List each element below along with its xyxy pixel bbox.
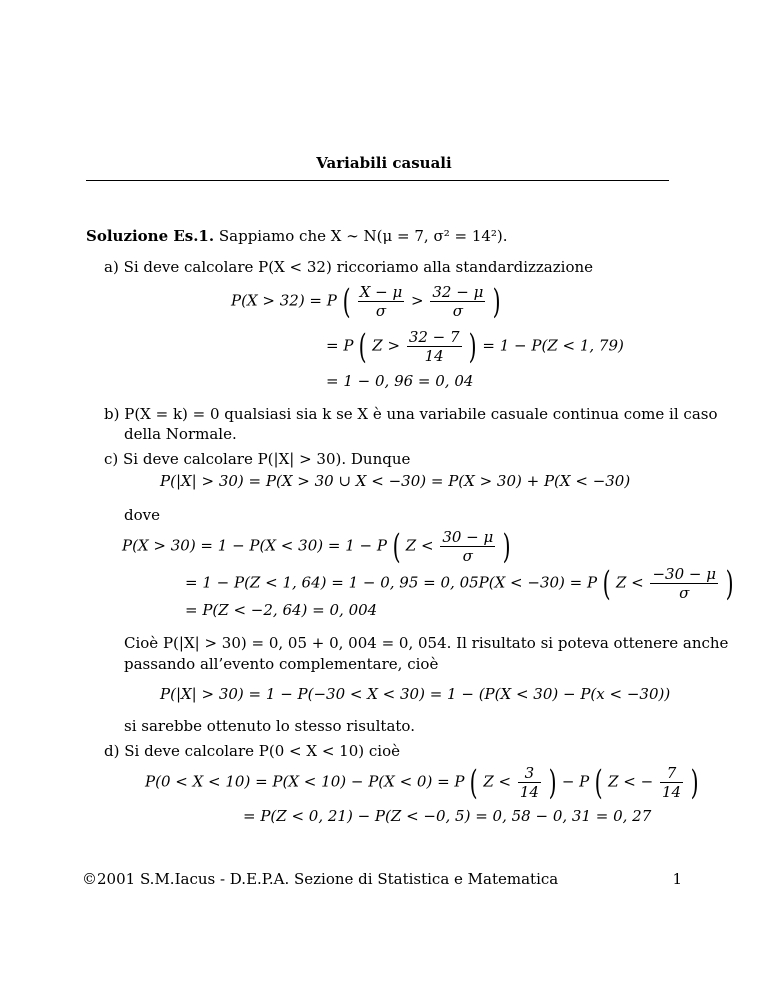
- eq-lhs: P(0 < X < 10) = P(X < 10) − P(X < 0) = P: [145, 772, 465, 791]
- item-d-text: d) Si deve calcolare P(0 < X < 10) cioè: [104, 742, 400, 760]
- fraction: [358, 283, 405, 320]
- right-paren: ): [725, 563, 734, 604]
- denominator: σ: [679, 584, 690, 602]
- fraction: [440, 528, 495, 565]
- item-c-eq1: P(|X| > 30) = P(X > 30 ∪ X < −30) = P(X > 30) + P(X < −30): [160, 472, 631, 490]
- fraction: [650, 565, 718, 602]
- header-divider: [86, 180, 669, 181]
- fraction: [660, 764, 683, 801]
- operator: >: [411, 291, 424, 310]
- fraction: [518, 764, 541, 801]
- intro-paragraph: [86, 226, 508, 247]
- item-a-eq2: [326, 328, 624, 365]
- denominator: 14: [424, 347, 444, 365]
- numerator: 32 − 7: [408, 328, 460, 346]
- item-d-eq1: [145, 764, 699, 801]
- left-paren: (: [358, 326, 367, 367]
- denominator: σ: [452, 302, 463, 320]
- left-paren: (: [342, 281, 351, 322]
- eq-lhs: = 1 − P(Z < 1, 64) = 1 − 0, 95 = 0, 05P(X < −30) = P: [185, 573, 598, 592]
- right-paren: ): [468, 326, 477, 367]
- numerator: −30 − μ: [652, 565, 716, 583]
- right-paren: ): [548, 762, 557, 803]
- solution-label: Soluzione Es.1.: [86, 227, 215, 245]
- eq-lhs: = P: [326, 336, 354, 355]
- numerator: 32 − μ: [432, 283, 484, 301]
- left-paren: (: [602, 563, 611, 604]
- right-paren: ): [690, 762, 699, 803]
- numerator: 30 − μ: [442, 528, 494, 546]
- item-a-eq3: = 1 − 0, 96 = 0, 04: [326, 372, 474, 390]
- item-c-eq3: [185, 565, 734, 602]
- denominator: σ: [375, 302, 387, 320]
- item-c-line2: passando all’evento complementare, cioè: [124, 655, 439, 673]
- numerator: 3: [518, 764, 541, 783]
- eq-lhs: P(X > 32) = P: [231, 291, 337, 310]
- denominator: 14: [519, 783, 539, 801]
- left-paren: (: [594, 762, 603, 803]
- item-b-line1: b) P(X = k) = 0 qualsiasi sia k se X è una variabile casuale continua come il caso: [104, 405, 718, 423]
- item-b-line2: della Normale.: [124, 425, 237, 443]
- item-c-eq5: P(|X| > 30) = 1 − P(−30 < X < 30) = 1 − (P(X < 30) − P(x < −30)): [160, 685, 671, 703]
- denominator: 14: [661, 783, 682, 801]
- item-a-eq1: [231, 283, 501, 320]
- numerator: 7: [660, 764, 683, 783]
- fraction: [407, 328, 462, 365]
- eq-term: − P: [561, 772, 590, 791]
- intro-text: Sappiamo che X ∼ N(μ = 7, σ² = 14²).: [218, 227, 508, 245]
- eq-term: Z <: [615, 573, 644, 592]
- eq-lhs: P(X > 30) = 1 − P(X < 30) = 1 − P: [122, 536, 387, 555]
- item-c-dove: dove: [124, 506, 160, 524]
- page-title: Variabili casuali: [316, 154, 452, 172]
- eq-term: Z <: [483, 772, 512, 791]
- right-paren: ): [502, 526, 511, 567]
- page-number: 1: [672, 870, 682, 888]
- left-paren: (: [469, 762, 478, 803]
- eq-rhs: = 1 − P(Z < 1, 79): [482, 336, 624, 355]
- footer-copyright: ©2001 S.M.Iacus - D.E.P.A. Sezione di Statistica e Matematica: [82, 870, 559, 888]
- left-paren: (: [392, 526, 401, 567]
- item-c-eq4: = P(Z < −2, 64) = 0, 004: [185, 601, 378, 619]
- item-d-eq2: = P(Z < 0, 21) − P(Z < −0, 5) = 0, 58 − 0, 31 = 0, 27: [243, 807, 652, 825]
- numerator: X − μ: [359, 283, 403, 301]
- item-c-text: c) Si deve calcolare P(|X| > 30). Dunque: [104, 450, 411, 468]
- eq-term: Z >: [372, 336, 401, 355]
- eq-term: Z < −: [608, 772, 654, 791]
- right-paren: ): [492, 281, 501, 322]
- item-c-line1: Cioè P(|X| > 30) = 0, 05 + 0, 004 = 0, 054. Il risultato si poteva ottenere anche: [124, 634, 729, 652]
- fraction: [430, 283, 485, 320]
- eq-term: Z <: [405, 536, 434, 555]
- item-c-line3: si sarebbe ottenuto lo stesso risultato.: [124, 717, 415, 735]
- item-c-eq2: [122, 528, 511, 565]
- denominator: σ: [462, 547, 473, 565]
- item-a-text: a) Si deve calcolare P(X < 32) riccoriamo alla standardizzazione: [104, 258, 594, 276]
